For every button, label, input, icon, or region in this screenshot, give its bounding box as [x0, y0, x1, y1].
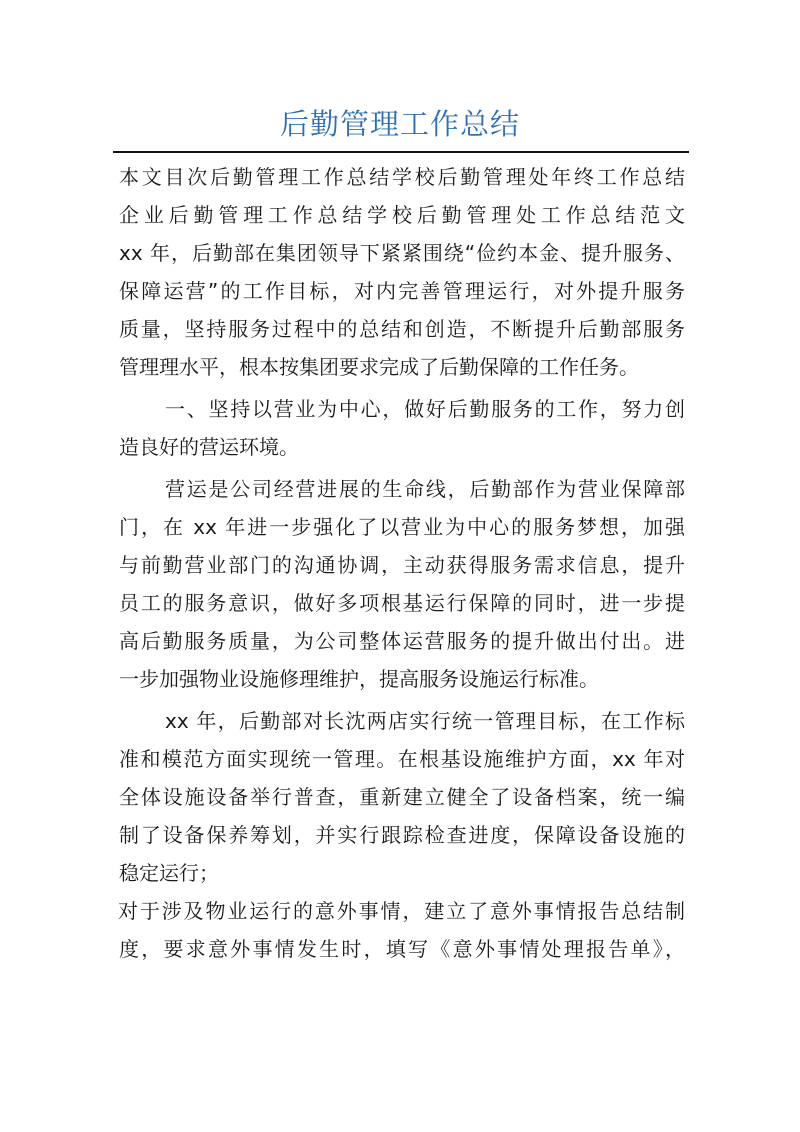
text-line: 制了设备保养筹划，并实行跟踪检查进度，保障设备设施的 [119, 823, 685, 847]
text-line: 稳定运行； [119, 861, 219, 885]
text-line: 管理理水平，根本按集团要求完成了后勤保障的工作任务。 [119, 355, 639, 379]
document-body [119, 158, 685, 968]
title-underline [113, 151, 689, 153]
text-line: 准和模范方面实现统一管理。在根基设施维护方面，xx 年对 [119, 747, 685, 771]
text-line: 一、坚持以营业为中心，做好后勤服务的工作，努力创 [165, 397, 685, 421]
text-line: 门，在 xx 年进一步强化了以营业为中心的服务梦想，加强 [119, 515, 685, 539]
text-line: 员工的服务意识，做好多项根基运行保障的同时，进一步提 [119, 591, 685, 615]
text-line: 质量，坚持服务过程中的总结和创造，不断提升后勤部服务 [119, 317, 685, 341]
text-line: 本文目次后勤管理工作总结学校后勤管理处年终工作总结 [119, 165, 685, 189]
text-line: xx 年，后勤部对长沈两店实行统一管理目标，在工作标 [165, 709, 685, 733]
text-line: 全体设施设备举行普查，重新建立健全了设备档案，统一编 [119, 785, 685, 809]
text-line: 营运是公司经营进展的生命线，后勤部作为营业保障部 [165, 477, 685, 501]
document-title: 后勤管理工作总结 [279, 107, 520, 141]
text-line: 高后勤服务质量，为公司整体运营服务的提升做出付出。进 [119, 629, 685, 653]
text-line: 对于涉及物业运行的意外事情，建立了意外事情报告总结制 [118, 899, 685, 923]
text-line: 一步加强物业设施修理维护，提高服务设施运行标准。 [119, 667, 599, 691]
text-line: 保障运营”的工作目标，对内完善管理运行，对外提升服务 [119, 279, 685, 303]
text-line: 度，要求意外事情发生时，填写《意外事情处理报告单》， [119, 937, 685, 961]
text-line: 造良好的营运环境。 [119, 435, 299, 459]
text-line: xx 年，后勤部在集团领导下紧紧围绕“俭约本金、提升服务、 [119, 241, 685, 265]
text-line: 企业后勤管理工作总结学校后勤管理处工作总结范文 [119, 203, 685, 227]
text-line: 与前勤营业部门的沟通协调，主动获得服务需求信息，提升 [119, 553, 685, 577]
